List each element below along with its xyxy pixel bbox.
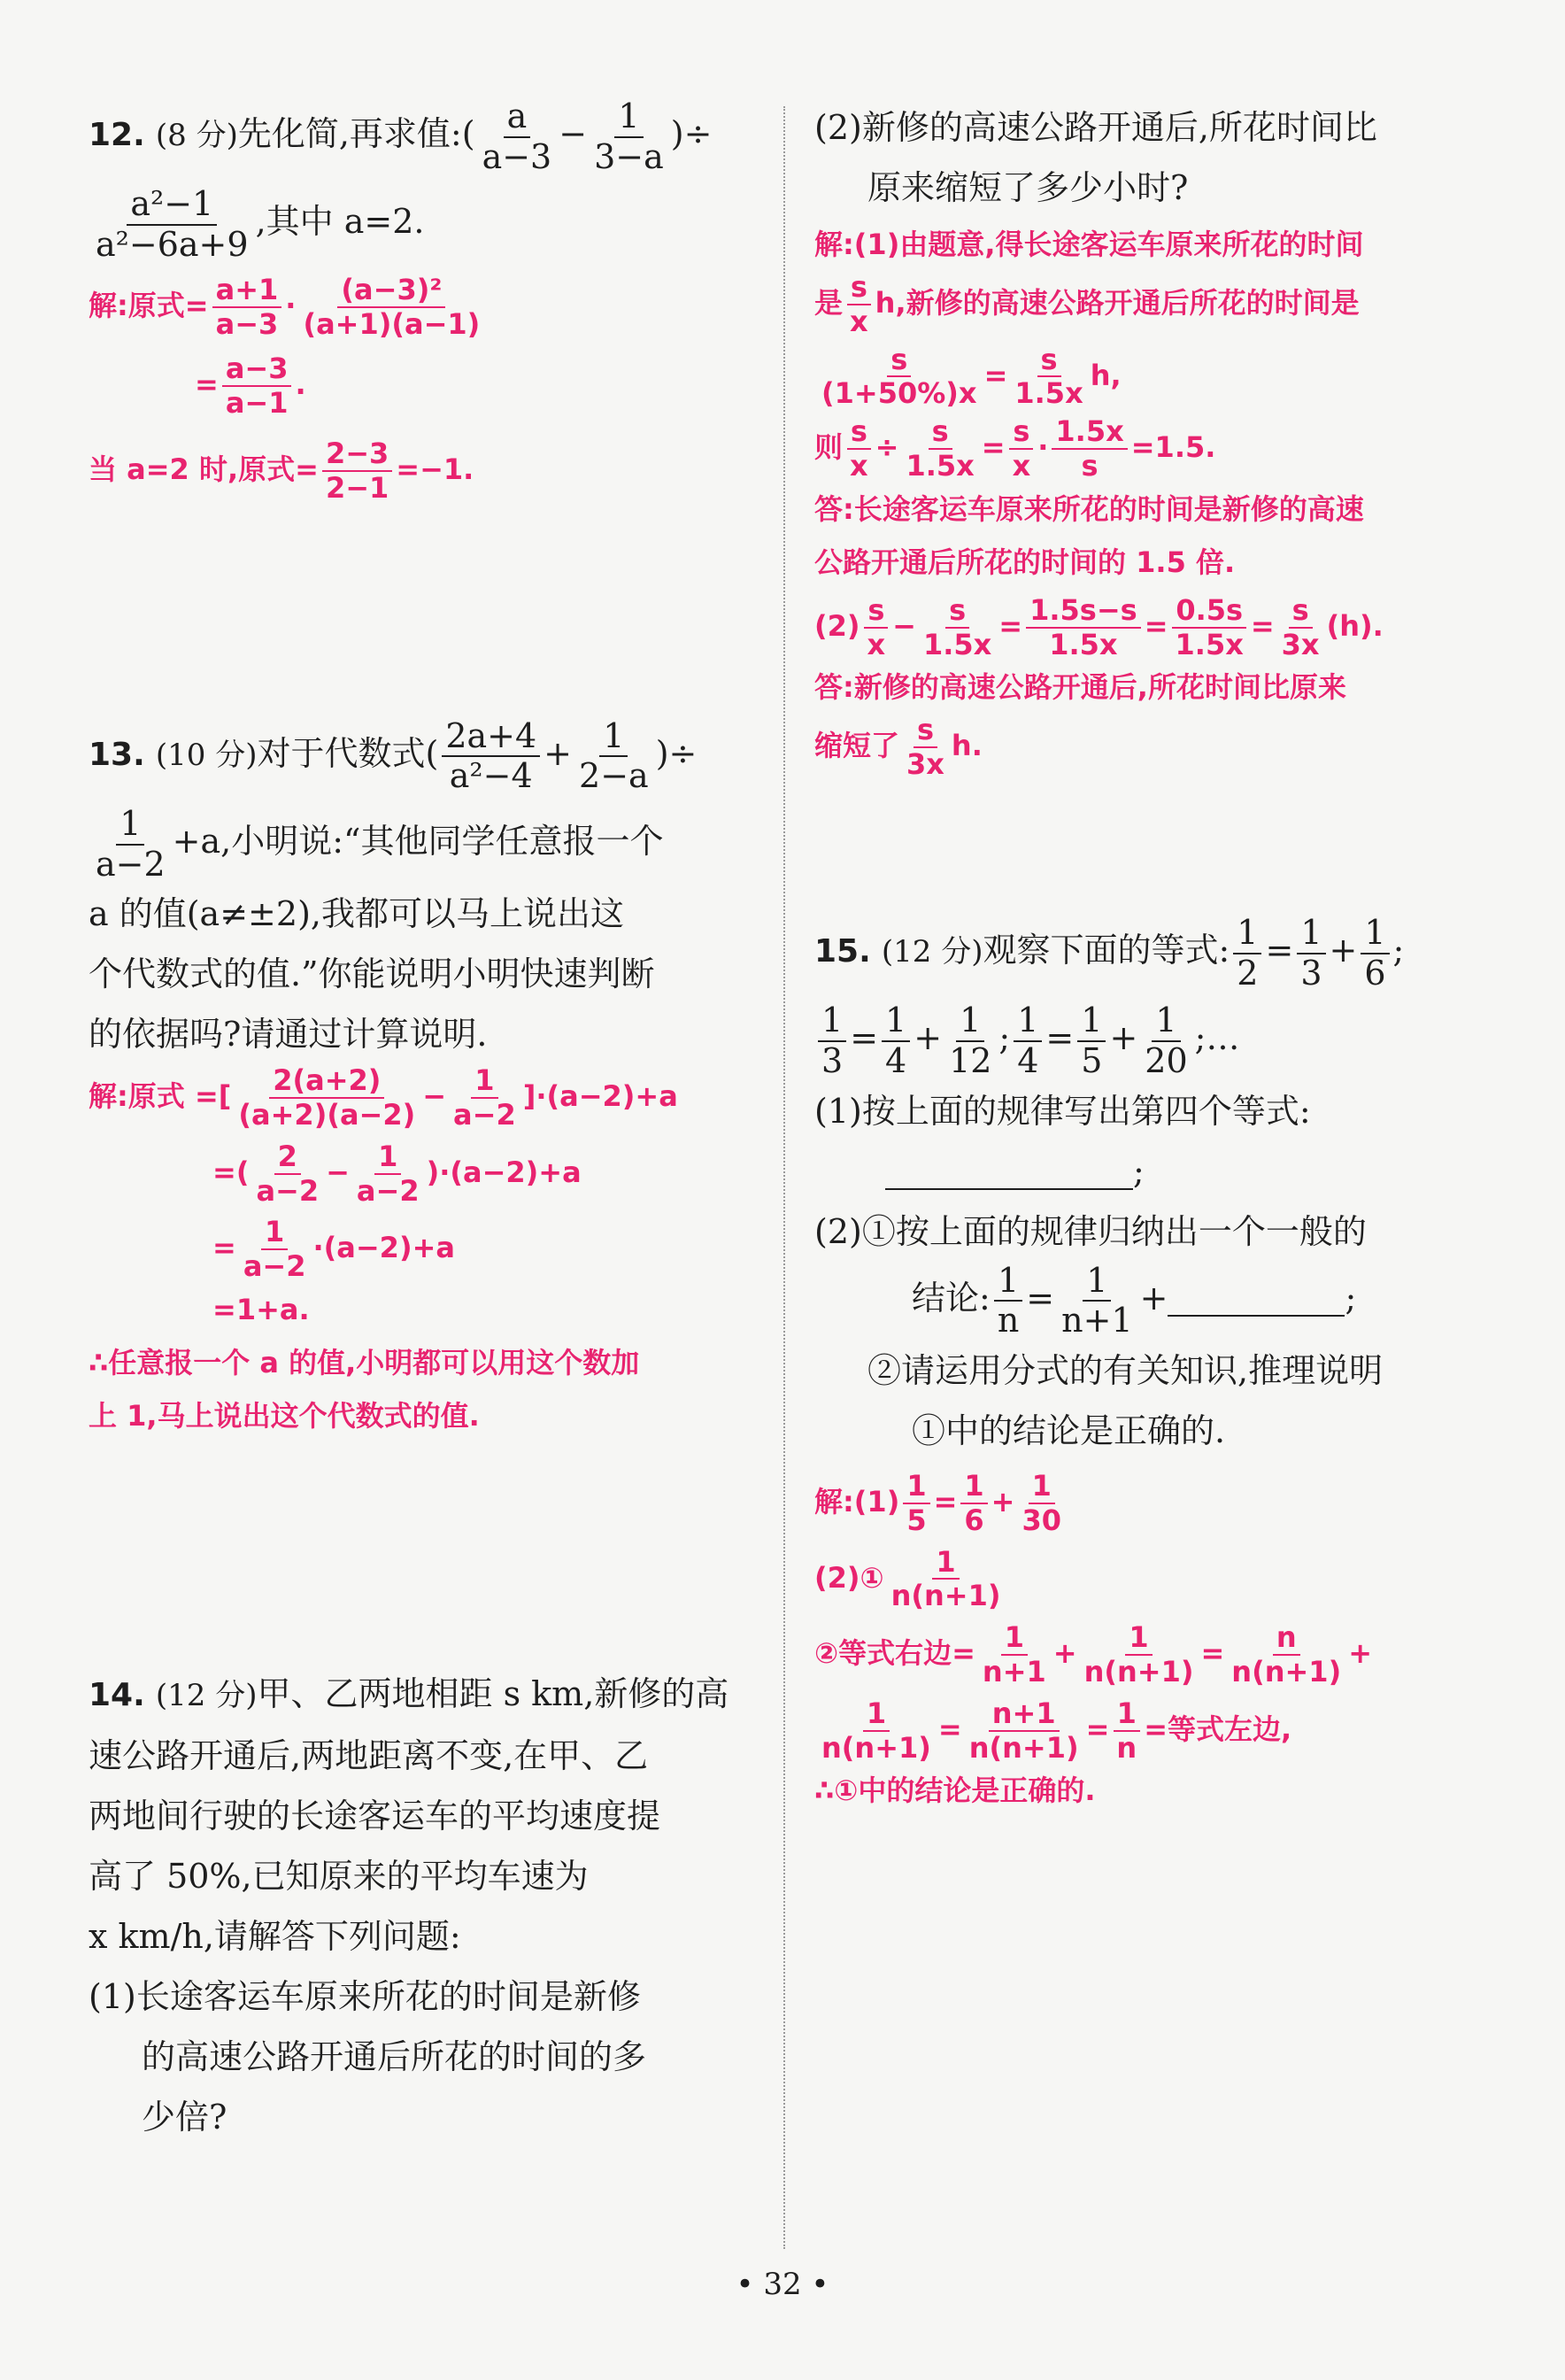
question-13: 13. (10 分)对于代数式( $\frac{2a+4}{\text{a²−4}}$ + $\frac{1}{2-a}$ )÷ $\frac{1}{a-2}$ +a,小明说:“其他同学任意报一个 a 的值(a≠±2),我都可以马上说出这 个代数式的值.”你能说明小明快速判断 的依据吗?请通过计算说明. 解:原式 =[ $\frac{2(a+2)}{(a+2)(a-2)}$ − $\frac{1}{a-2}$ ]·(a−2)+a =( $\frac{2}{a-2}$ − $\frac{1}{a-2}$ )·(a−2)+a = $\frac{1}{a-2}$ ·(a−2)+a =1+a. ∴任意报一个 a 的值,小明都可以用这个数加 上 1,马上说出这个代数式的值. (89, 717, 761, 1443)
question-15: 15. (12 分)观察下面的等式: $\frac{1}{2}$ = $\frac{1}{3}$ + $\frac{1}{6}$ ; $\frac{1}{3}$ = $\frac{1}{4}$ + $\frac{1}{12}$ ; $\frac{1}{4}$ = $\frac{1}{5}$ + $\frac{1}{20}$ ;… (1)按上面的规律写出第四个等式: ; (2)①按上面的规律归纳出一个一般的 结论: $\frac{1}{n}$ = $\frac{1}{n+1}$ + ; ②请运用分式的有关知识,推理说明 ①中的结论是正确的. 解:(1) $\frac{1}{5}$ = $\frac{1}{6}$ + $\frac{1}{30}$ (2)① $\frac{1}{n(n+1)}$ ②等式右边= $\frac{1}{n+1}$ + $\frac{1}{n(n+1)}$ = $\frac{n}{n(n+1)}$ + $\frac{1}{n(n+1)}$ = $\frac{n+1}{n(n+1)}$ = $\frac{1}{n}$ =等式左边, ∴①中的结论是正确的. (814, 914, 1487, 1818)
fraction: $\frac{1}{3-a}$ (594, 97, 664, 176)
page-number: • 32 • (736, 2267, 829, 2302)
question-points: (12 分) (155, 1678, 258, 1714)
question-number: 12. (89, 117, 145, 154)
question-points: (10 分) (155, 737, 258, 773)
question-points: (8 分) (155, 118, 238, 154)
question-14-continued: (2)新修的高速公路开通后,所花时间比 原来缩短了多少小时? 解:(1)由题意,得长途客运车原来所花的时间 是 $\frac{s}{x}$ h,新修的高速公路开通后所花的时间是 $\frac{s}{(1+50\%)x}$ = $\frac{s}{1.5x}$ h, 则 $\frac{s}{x}$ ÷ $\frac{s}{1.5x}$ = $\frac{s}{x}$ · $\frac{1.5x}{s}$ =1.5. 答:长途客运车原来所花的时间是新修的高速 公路开通后所花的时间的 1.5 倍. (2) $\frac{s}{x}$ − $\frac{s}{1.5x}$ = $\frac{1.5s-s}{1.5x}$ = $\frac{0.5s}{1.5x}$ = $\frac{s}{3x}$ (h). 答:新修的高速公路开通后,所花时间比原来 缩短了 $\frac{s}{3x}$ h. (814, 97, 1487, 781)
answer-15: 解:(1) $\frac{1}{5}$ = $\frac{1}{6}$ + $\frac{1}{30}$ (2)① $\frac{1}{n(n+1)}$ ②等式右边= $\frac{1}{n+1}$ + $\frac{1}{n(n+1)}$ = $\frac{n}{n(n+1)}$ + $\frac{1}{n(n+1)}$ = $\frac{n+1}{n(n+1)}$ = $\frac{1}{n}$ =等式左边, ∴①中的结论是正确的. (814, 1469, 1372, 1808)
question-12: 12. (8 分)先化简,再求值:( $\frac{a}{a-3}$ − $\frac{1}{3-a}$ )÷ $\frac{\text{a²−1}}{\text{a²−6a+9}}$ ,其中 a=2. 解:原式= $\frac{a+1}{a-3}$ · $\frac{\text{(a−3)²}}{(a+1)(a-1)}$ = $\frac{a-3}{a-1}$ . 当 a=2 时,原式= $\frac{2-3}{2-1}$ =−1. (89, 97, 761, 505)
left-column (89, 97, 761, 2147)
answer-14: 解:(1)由题意,得长途客运车原来所花的时间 是 $\frac{s}{x}$ h,新修的高速公路开通后所花的时间是 $\frac{s}{(1+50\%)x}$ = $\frac{s}{1.5x}$ h, 则 $\frac{s}{x}$ ÷ $\frac{s}{1.5x}$ = $\frac{s}{x}$ · $\frac{1.5x}{s}$ =1.5. 答:长途客运车原来所花的时间是新修的高速 公路开通后所花的时间的 1.5 倍. (2) $\frac{s}{x}$ − $\frac{s}{1.5x}$ = $\frac{1.5s-s}{1.5x}$ = $\frac{0.5s}{1.5x}$ = $\frac{s}{3x}$ (h). 答:新修的高速公路开通后,所花时间比原来 缩短了 $\frac{s}{3x}$ h. (814, 228, 1384, 782)
question-14: 14. (12 分)甲、乙两地相距 s km,新修的高 速公路开通后,两地距离不变,在甲、乙 两地间行驶的长途客运车的平均速度提 高了 50%,已知原来的平均车速为 x km/h,请解答下列问题: (1)长途客运车原来所花的时间是新修 的高速公路开通后所花的时间的多 少倍? (89, 1674, 729, 2137)
right-column (814, 97, 1487, 1817)
answer-blank[interactable] (885, 1158, 1133, 1190)
answer-13: 解:原式 =[ $\frac{2(a+2)}{(a+2)(a-2)}$ − $\frac{1}{a-2}$ ]·(a−2)+a =( $\frac{2}{a-2}$ − $\frac{1}{a-2}$ )·(a−2)+a = $\frac{1}{a-2}$ ·(a−2)+a =1+a. ∴任意报一个 a 的值,小明都可以用这个数加 上 1,马上说出这个代数式的值. (89, 1063, 678, 1433)
fraction: $\frac{a}{a-3}$ (482, 97, 552, 176)
fraction: $\frac{\text{a²−1}}{\text{a²−6a+9}}$ (96, 184, 249, 265)
question-number: 15. (814, 933, 871, 970)
answer-12: 解:原式= $\frac{a+1}{a-3}$ · $\frac{\text{(a−3)²}}{(a+1)(a-1)}$ = $\frac{a-3}{a-1}$ . 当 a=2 时,原式= $\frac{2-3}{2-1}$ =−1. (89, 272, 481, 505)
answer-blank[interactable] (1168, 1285, 1345, 1317)
column-divider (783, 106, 785, 2249)
question-points: (12 分) (881, 934, 983, 970)
question-number: 14. (89, 1677, 145, 1714)
question-number: 13. (89, 736, 145, 773)
